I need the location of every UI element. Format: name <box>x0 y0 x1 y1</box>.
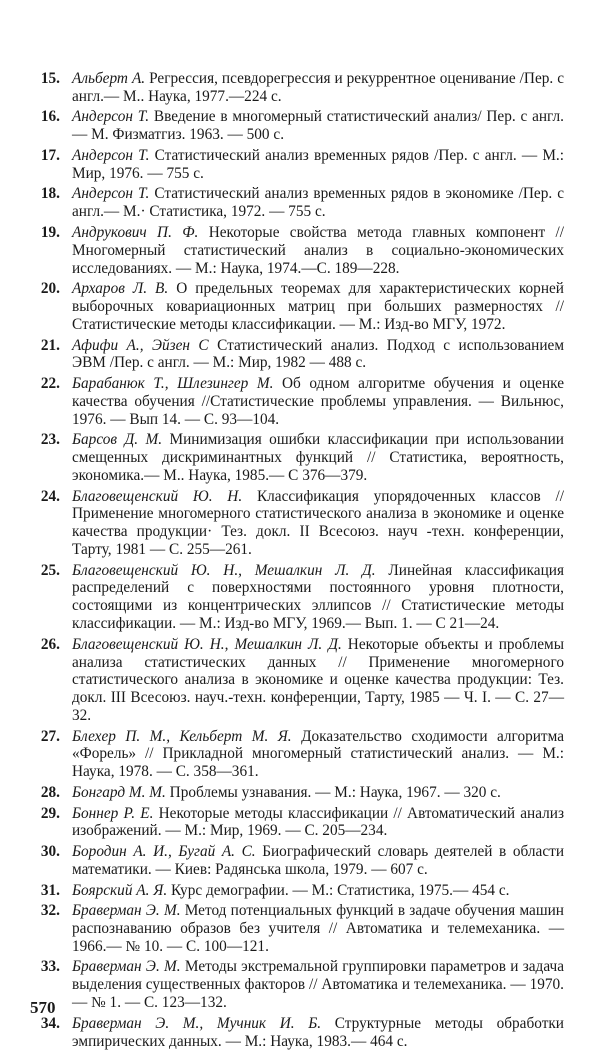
reference-authors: Бонгард М. М. <box>72 783 166 801</box>
reference-text: Некоторые методы классификации // Автоматический анализ изображений. — М.: Мир, 1969. — С. 205—234. <box>72 804 564 840</box>
reference-text: Минимизация ошибки классификации при использовании смещенных дискриминантных функций // Статистика, вероятность, экономика.— М.. Наука, 1985.— С 376—379. <box>72 431 564 484</box>
reference-item <box>18 958 564 1011</box>
page-number: 570 <box>30 998 56 1017</box>
reference-item <box>18 636 564 725</box>
reference-item <box>18 728 564 781</box>
reference-authors: Блехер П. М., Кельберт М. Я. <box>72 727 292 745</box>
reference-authors: Благовещенский Ю. Н., Мешалкин Л. Д. <box>72 561 376 579</box>
reference-item <box>18 280 564 333</box>
reference-authors: Андерсон Т. <box>72 108 150 126</box>
reference-number: 25. <box>40 561 60 579</box>
reference-text: Регрессия, псевдорегрессия и рекуррентное оценивание /Пер. с англ.— М.. Наука, 1977.—224 с. <box>72 70 565 105</box>
reference-number: 15. <box>40 70 60 87</box>
reference-text: Методы экстремальной группировки параметров и задача выделения существенных факторов // Автоматика и телемеханика. — 1970. — № 1. — С. 123—132. <box>72 958 564 1012</box>
reference-text: Метод потенциальных функций в задаче обучения машин распознаванию образов без учителя // Автоматика и телемеханика. — 1966.— № 10. — С. 100—121. <box>72 902 564 955</box>
reference-authors: Андерсон Т. <box>72 146 150 164</box>
reference-item <box>18 805 564 841</box>
reference-number: 33. <box>40 958 60 976</box>
reference-authors: Барабанюк Т., Шлезингер М. <box>72 374 274 392</box>
reference-number: 34. <box>40 1014 60 1032</box>
reference-authors: Боярский А. Я. <box>72 881 168 899</box>
reference-number: 22. <box>40 374 60 392</box>
reference-text: Линейная классификация распределений с поверхностями постоянного уровня плотности, состоящими из концентрических эллипсов // Статистические методы классификации. — М.: Изд-во МГУ, 1969.— Вып. 1. — С 21—24. <box>72 561 565 633</box>
reference-list <box>18 70 564 1053</box>
reference-item <box>18 185 564 221</box>
reference-number: 20. <box>40 280 60 298</box>
reference-item <box>18 224 564 277</box>
reference-number: 29. <box>40 804 60 822</box>
reference-item <box>18 784 564 802</box>
reference-text: Статистический анализ временных рядов в экономике /Пер. с англ.— М.· Статистика, 1972. — 755 с. <box>72 185 564 221</box>
reference-number: 31. <box>40 881 60 899</box>
reference-item <box>18 70 564 106</box>
reference-authors: Браверман Э. М. <box>72 902 181 920</box>
reference-number: 17. <box>40 146 60 164</box>
reference-item <box>18 431 564 484</box>
reference-authors: Андерсон Т. <box>72 185 150 203</box>
reference-item <box>18 147 564 183</box>
reference-text: Об одном алгоритме обучения и оценке качества обучения //Статистические проблемы управления. — Вильнюс, 1976. — Вып 14. — С. 93—104. <box>72 374 564 428</box>
reference-authors: Афифи А., Эйзен С <box>72 336 209 354</box>
reference-text: Некоторые объекты и проблемы анализа статистических данных // Применение многомерного статистического анализа в экономике и оценке качества продукции: Тез. докл. III Всесоюз. науч.-техн. конференции, Тарту, 1985 — Ч. I. — С. 27—32. <box>72 635 564 724</box>
reference-number: 18. <box>40 185 60 203</box>
reference-authors: Благовещенский Ю. Н. <box>72 487 243 505</box>
reference-text: О предельных теоремах для характеристических корней выборочных ковариационных матриц при больших размерностях // Статистические методы классификации. — М.: Изд-во МГУ, 1972. <box>72 280 564 333</box>
reference-text: Классификация упорядоченных классов // Применение многомерного статистического анализа в экономике и оценке качества продукции· Тез. докл. II Всесоюз. науч -техн. конференции, Тарту, 1981 — С. 255—261. <box>72 487 564 558</box>
reference-item <box>18 1015 564 1051</box>
reference-authors: Браверман Э. М. <box>72 958 181 976</box>
reference-text: Курс демографии. — М.: Статистика, 1975.— 454 с. <box>167 881 510 899</box>
reference-text: Структурные методы обработки эмпирических данных. — М.: Наука, 1983.— 464 с. <box>72 1014 564 1050</box>
reference-text: Введение в многомерный статистический анализ/ Пер. с англ. — М. Физматгиз. 1963. — 500 с. <box>72 108 564 144</box>
reference-text: Статистический анализ. Подход с использованием ЭВМ /Пер. с англ. — М.: Мир, 1982 — 488 с. <box>72 336 564 372</box>
reference-number: 32. <box>40 902 60 920</box>
reference-item <box>18 902 564 955</box>
reference-authors: Боннер Р. Е. <box>72 804 154 822</box>
reference-authors: Андрукович П. Ф. <box>72 223 199 241</box>
reference-authors: Бородин А. И., Бугай А. С. <box>72 843 256 861</box>
reference-item <box>18 108 564 144</box>
reference-number: 21. <box>40 336 60 354</box>
reference-number: 27. <box>40 727 60 745</box>
reference-text: Проблемы узнавания. — М.: Наука, 1967. — 320 с. <box>165 783 501 801</box>
reference-item <box>18 882 564 900</box>
reference-number: 26. <box>40 635 60 653</box>
reference-authors: Благовещенский Ю. Н., Мешалкин Л. Д. <box>72 635 342 653</box>
reference-authors: Архаров Л. В. <box>72 280 169 298</box>
reference-text: Статистический анализ временных рядов /Пер. с англ. — М.: Мир, 1976. — 755 с. <box>72 146 564 182</box>
reference-authors: Барсов Д. М. <box>72 431 163 449</box>
reference-number: 16. <box>40 108 60 126</box>
reference-number: 30. <box>40 843 60 861</box>
reference-number: 24. <box>40 487 60 505</box>
reference-item <box>18 562 564 633</box>
reference-number: 19. <box>40 223 60 241</box>
reference-number: 28. <box>40 783 60 801</box>
reference-text: Доказательство сходимости алгоритма «Форель» // Прикладной многомерный статистический анализ. — М.: Наука, 1978. — С. 358—361. <box>72 727 564 781</box>
reference-item <box>18 337 564 373</box>
reference-text: Биографический словарь деятелей в области математики. — Киев: Радянська школа, 1979. — 607 с. <box>72 843 564 878</box>
reference-item <box>18 843 564 879</box>
reference-text: Некоторые свойства метода главных компонент // Многомерный статистический анализ в социально-экономических исследованиях. — М.: Наука, 1974.—С. 189—228. <box>72 223 564 277</box>
reference-item <box>18 488 564 559</box>
reference-authors: Браверман Э. М., Мучник И. Б. <box>72 1014 322 1032</box>
reference-number: 23. <box>40 431 60 449</box>
reference-item <box>18 375 564 428</box>
reference-authors: Альберт А. <box>72 70 146 87</box>
